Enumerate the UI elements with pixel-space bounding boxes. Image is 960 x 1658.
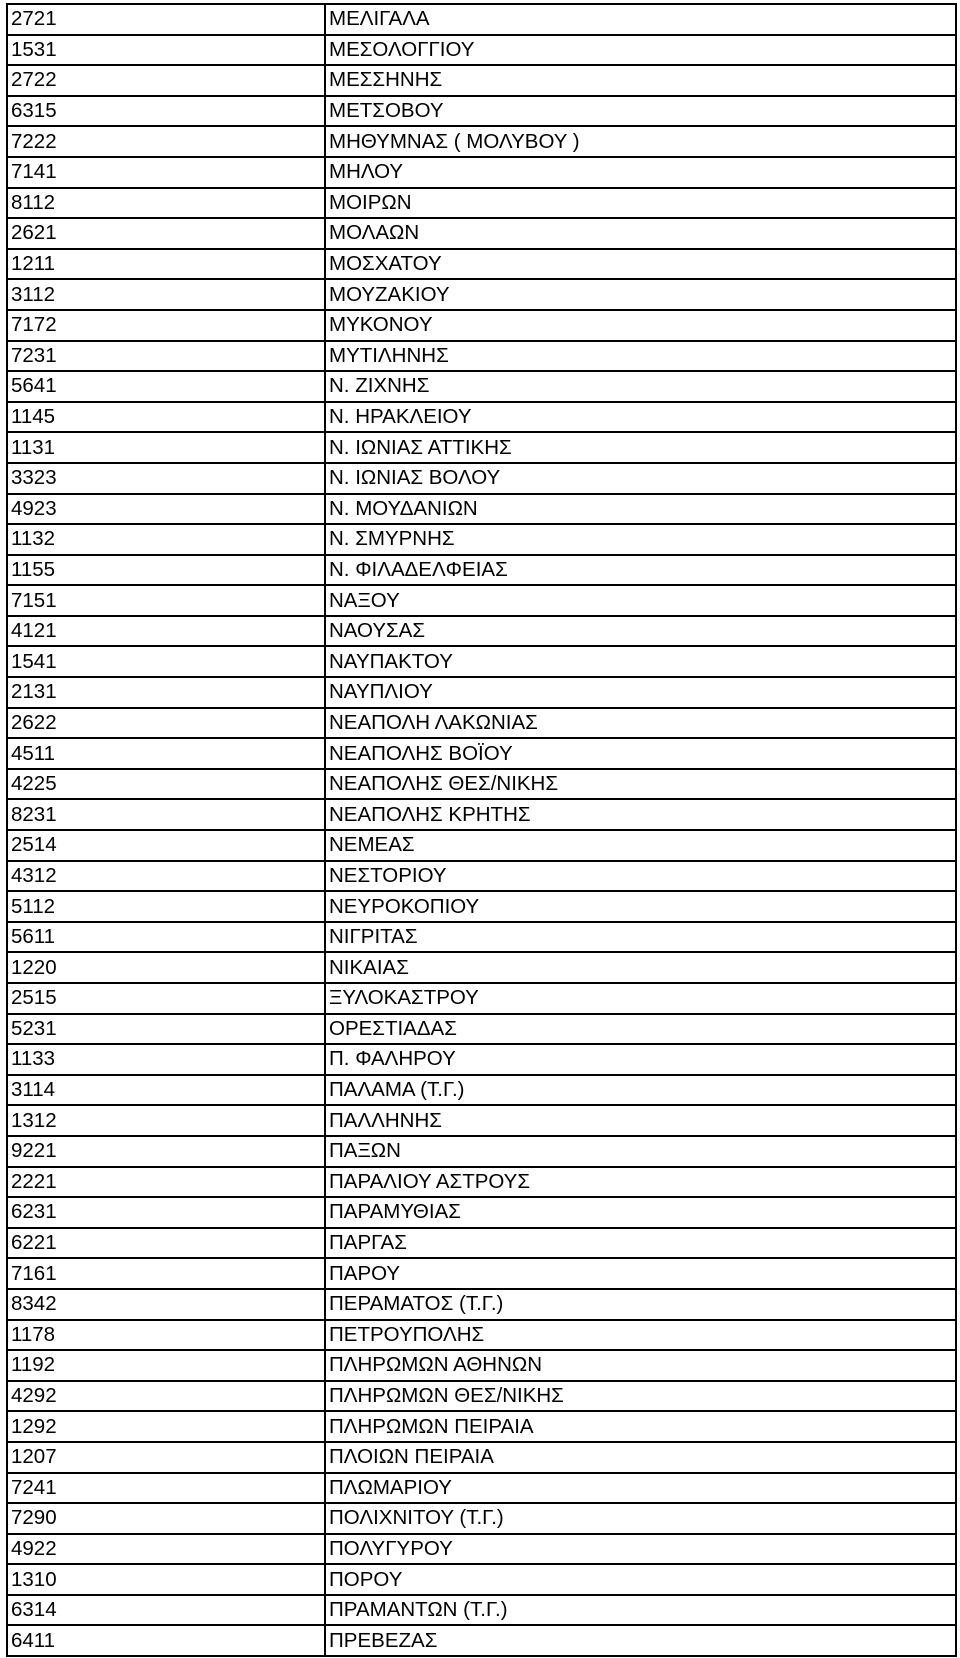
table-row [7, 524, 956, 555]
office-name-cell: ΠΑΡΓΑΣ [325, 1228, 956, 1259]
table-row [7, 830, 956, 861]
code-table [6, 3, 957, 1657]
office-code-cell: 1145 [7, 402, 325, 433]
office-name-cell: ΠΟΡΟΥ [325, 1564, 956, 1595]
office-code-cell: 7141 [7, 157, 325, 188]
table-row [7, 799, 956, 830]
office-name-cell: ΠΑΛΑΜΑ (Τ.Γ.) [325, 1075, 956, 1106]
office-name-cell: ΝΕΑΠΟΛΗΣ ΘΕΣ/ΝΙΚΗΣ [325, 769, 956, 800]
table-row [7, 1442, 956, 1473]
table-row [7, 1136, 956, 1167]
office-name-cell: Π. ΦΑΛΗΡΟΥ [325, 1044, 956, 1075]
office-name-cell: ΜΕΤΣΟΒΟΥ [325, 96, 956, 127]
table-row [7, 463, 956, 494]
table-row [7, 952, 956, 983]
table-row [7, 891, 956, 922]
office-name-cell: ΠΡΕΒΕΖΑΣ [325, 1625, 956, 1656]
office-name-cell: ΝΕΣΤΟΡΙΟΥ [325, 861, 956, 892]
office-name-cell: Ν. ΙΩΝΙΑΣ ΒΟΛΟΥ [325, 463, 956, 494]
office-name-cell: ΜΕΣΣΗΝΗΣ [325, 65, 956, 96]
table-row [7, 341, 956, 372]
office-name-cell: Ν. ΗΡΑΚΛΕΙΟΥ [325, 402, 956, 433]
table-row [7, 188, 956, 219]
table-row [7, 402, 956, 433]
office-name-cell: ΠΑΡΟΥ [325, 1258, 956, 1289]
office-code-cell: 2721 [7, 4, 325, 35]
office-name-cell: ΝΙΚΑΙΑΣ [325, 952, 956, 983]
office-code-cell: 3112 [7, 279, 325, 310]
office-name-cell: ΟΡΕΣΤΙΑΔΑΣ [325, 1014, 956, 1045]
office-code-cell: 1292 [7, 1411, 325, 1442]
office-code-cell: 6221 [7, 1228, 325, 1259]
table-row [7, 1258, 956, 1289]
office-name-cell: ΠΛΩΜΑΡΙΟΥ [325, 1473, 956, 1504]
table-row [7, 1105, 956, 1136]
table-row [7, 249, 956, 280]
office-code-cell: 2622 [7, 708, 325, 739]
office-name-cell: ΝΕΑΠΟΛΗΣ ΒΟΪΟΥ [325, 738, 956, 769]
office-name-cell: ΝΕΜΕΑΣ [325, 830, 956, 861]
office-code-cell: 1131 [7, 432, 325, 463]
office-name-cell: ΝΕΥΡΟΚΟΠΙΟΥ [325, 891, 956, 922]
office-name-cell: ΠΑΛΛΗΝΗΣ [325, 1105, 956, 1136]
office-name-cell: ΜΕΛΙΓΑΛΑ [325, 4, 956, 35]
table-row [7, 157, 956, 188]
table-row [7, 1473, 956, 1504]
table-row [7, 585, 956, 616]
office-name-cell: ΠΑΞΩΝ [325, 1136, 956, 1167]
table-row [7, 646, 956, 677]
table-row [7, 1350, 956, 1381]
office-name-cell: ΜΟΙΡΩΝ [325, 188, 956, 219]
office-name-cell: ΠΕΡΑΜΑΤΟΣ (Τ.Γ.) [325, 1289, 956, 1320]
office-code-cell: 2515 [7, 983, 325, 1014]
office-code-cell: 1178 [7, 1320, 325, 1351]
office-name-cell: Ν. ΣΜΥΡΝΗΣ [325, 524, 956, 555]
office-code-cell: 4511 [7, 738, 325, 769]
table-row [7, 1289, 956, 1320]
office-code-cell: 2514 [7, 830, 325, 861]
table-body [7, 4, 956, 1656]
office-name-cell: ΠΑΡΑΛΙΟΥ ΑΣΤΡΟΥΣ [325, 1167, 956, 1198]
office-code-cell: 1132 [7, 524, 325, 555]
office-name-cell: ΝΙΓΡΙΤΑΣ [325, 922, 956, 953]
office-code-cell: 2221 [7, 1167, 325, 1198]
office-name-cell: Ν. ΜΟΥΔΑΝΙΩΝ [325, 494, 956, 525]
office-name-cell: ΠΛΗΡΩΜΩΝ ΠΕΙΡΑΙΑ [325, 1411, 956, 1442]
office-code-cell: 6314 [7, 1595, 325, 1626]
office-code-cell: 8112 [7, 188, 325, 219]
office-code-cell: 6411 [7, 1625, 325, 1656]
table-row [7, 983, 956, 1014]
table-row [7, 432, 956, 463]
table-row [7, 769, 956, 800]
office-code-cell: 1207 [7, 1442, 325, 1473]
office-code-cell: 5231 [7, 1014, 325, 1045]
office-code-cell: 2131 [7, 677, 325, 708]
table-row [7, 1167, 956, 1198]
office-name-cell: ΞΥΛΟΚΑΣΤΡΟΥ [325, 983, 956, 1014]
office-code-cell: 1220 [7, 952, 325, 983]
table-row [7, 218, 956, 249]
office-code-cell: 1133 [7, 1044, 325, 1075]
table-row [7, 677, 956, 708]
office-code-cell: 4923 [7, 494, 325, 525]
table-row [7, 1228, 956, 1259]
office-name-cell: ΜΟΛΑΩΝ [325, 218, 956, 249]
office-name-cell: ΜΥΤΙΛΗΝΗΣ [325, 341, 956, 372]
office-name-cell: ΠΟΛΥΓΥΡΟΥ [325, 1534, 956, 1565]
office-name-cell: ΜΟΥΖΑΚΙΟΥ [325, 279, 956, 310]
office-name-cell: ΝΑΞΟΥ [325, 585, 956, 616]
office-code-cell: 4922 [7, 1534, 325, 1565]
office-code-cell: 7241 [7, 1473, 325, 1504]
table-row [7, 371, 956, 402]
office-code-cell: 1541 [7, 646, 325, 677]
table-row [7, 738, 956, 769]
office-code-cell: 3323 [7, 463, 325, 494]
table-row [7, 1564, 956, 1595]
table-row [7, 4, 956, 35]
office-name-cell: ΠΕΤΡΟΥΠΟΛΗΣ [325, 1320, 956, 1351]
office-code-cell: 7231 [7, 341, 325, 372]
table-row [7, 1320, 956, 1351]
office-name-cell: ΜΕΣΟΛΟΓΓΙΟΥ [325, 35, 956, 66]
table-row [7, 126, 956, 157]
table-row [7, 1625, 956, 1656]
office-name-cell: ΝΕΑΠΟΛΗΣ ΚΡΗΤΗΣ [325, 799, 956, 830]
table-row [7, 861, 956, 892]
table-row [7, 65, 956, 96]
office-name-cell: ΠΑΡΑΜΥΘΙΑΣ [325, 1197, 956, 1228]
office-code-cell: 7161 [7, 1258, 325, 1289]
office-code-cell: 4225 [7, 769, 325, 800]
office-code-cell: 5112 [7, 891, 325, 922]
office-code-cell: 7222 [7, 126, 325, 157]
office-code-cell: 1312 [7, 1105, 325, 1136]
office-name-cell: ΝΕΑΠΟΛΗ ΛΑΚΩΝΙΑΣ [325, 708, 956, 739]
table-row [7, 1197, 956, 1228]
office-code-cell: 4312 [7, 861, 325, 892]
office-code-cell: 6231 [7, 1197, 325, 1228]
table-row [7, 616, 956, 647]
table-row [7, 1014, 956, 1045]
office-name-cell: Ν. ΦΙΛΑΔΕΛΦΕΙΑΣ [325, 555, 956, 586]
office-code-cell: 1531 [7, 35, 325, 66]
office-code-cell: 4292 [7, 1381, 325, 1412]
office-name-cell: Ν. ΙΩΝΙΑΣ ΑΤΤΙΚΗΣ [325, 432, 956, 463]
office-code-cell: 7151 [7, 585, 325, 616]
table-row [7, 1075, 956, 1106]
office-code-cell: 1155 [7, 555, 325, 586]
table-row [7, 96, 956, 127]
table-row [7, 708, 956, 739]
office-name-cell: ΜΥΚΟΝΟΥ [325, 310, 956, 341]
table-row [7, 35, 956, 66]
office-name-cell: ΜΟΣΧΑΤΟΥ [325, 249, 956, 280]
office-name-cell: ΠΛΟΙΩΝ ΠΕΙΡΑΙΑ [325, 1442, 956, 1473]
office-code-cell: 4121 [7, 616, 325, 647]
office-name-cell: ΠΟΛΙΧΝΙΤΟΥ (Τ.Γ.) [325, 1503, 956, 1534]
office-code-cell: 8231 [7, 799, 325, 830]
table-row [7, 310, 956, 341]
office-code-cell: 1310 [7, 1564, 325, 1595]
office-code-cell: 1192 [7, 1350, 325, 1381]
office-name-cell: ΝΑΥΠΑΚΤΟΥ [325, 646, 956, 677]
office-code-cell: 2621 [7, 218, 325, 249]
table-row [7, 1534, 956, 1565]
office-code-cell: 9221 [7, 1136, 325, 1167]
table-row [7, 1381, 956, 1412]
table-row [7, 1595, 956, 1626]
office-code-cell: 6315 [7, 96, 325, 127]
office-code-cell: 2722 [7, 65, 325, 96]
table-row [7, 1411, 956, 1442]
table-row [7, 922, 956, 953]
office-name-cell: ΠΛΗΡΩΜΩΝ ΘΕΣ/ΝΙΚΗΣ [325, 1381, 956, 1412]
table-row [7, 1044, 956, 1075]
office-name-cell: ΠΡΑΜΑΝΤΩΝ (Τ.Γ.) [325, 1595, 956, 1626]
office-code-cell: 8342 [7, 1289, 325, 1320]
office-name-cell: ΜΗΛΟΥ [325, 157, 956, 188]
office-code-cell: 1211 [7, 249, 325, 280]
office-name-cell: ΝΑΟΥΣΑΣ [325, 616, 956, 647]
office-code-cell: 5641 [7, 371, 325, 402]
office-name-cell: ΠΛΗΡΩΜΩΝ ΑΘΗΝΩΝ [325, 1350, 956, 1381]
office-name-cell: Ν. ΖΙΧΝΗΣ [325, 371, 956, 402]
table-row [7, 494, 956, 525]
office-code-cell: 7290 [7, 1503, 325, 1534]
table-row [7, 1503, 956, 1534]
office-code-cell: 3114 [7, 1075, 325, 1106]
office-name-cell: ΜΗΘΥΜΝΑΣ ( ΜΟΛΥΒΟΥ ) [325, 126, 956, 157]
office-code-cell: 7172 [7, 310, 325, 341]
table-row [7, 279, 956, 310]
office-code-cell: 5611 [7, 922, 325, 953]
office-name-cell: ΝΑΥΠΛΙΟΥ [325, 677, 956, 708]
table-row [7, 555, 956, 586]
